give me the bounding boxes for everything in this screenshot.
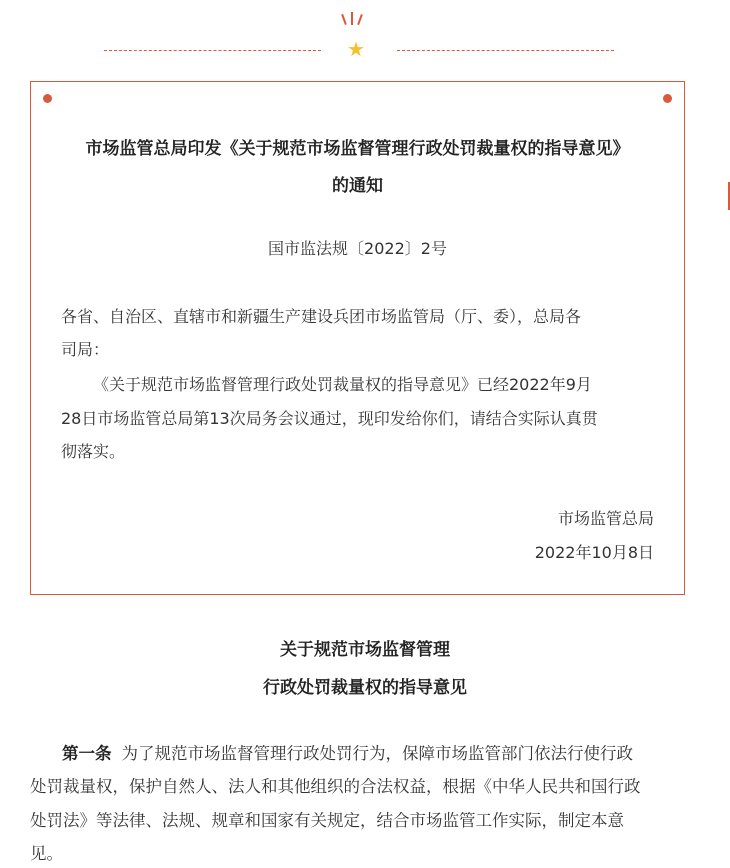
header-ornament (0, 8, 730, 68)
article1-line1 (62, 740, 633, 764)
notice-title-line1: 市场监管总局印发《关于规范市场监督管理行政处罚裁量权的指导意见》 (85, 139, 630, 159)
notice-box (30, 81, 685, 595)
star-icon: ★ (347, 37, 365, 61)
article1-line2: 处罚裁量权，保护自然人、法人和其他组织的合法权益，根据《中华人民共和国行政 (30, 777, 641, 796)
notice-body-line3: 彻落实。 (61, 442, 126, 461)
corner-dot-left (43, 94, 52, 103)
issuer: 市场监管总局 (557, 509, 654, 528)
divider-left (104, 50, 321, 51)
recipients-line1: 各省、自治区、直辖市和新疆生产建设兵团市场监管局（厅、委），总局各 (61, 307, 582, 326)
article1-line4: 见。 (30, 844, 63, 863)
issue-date: 2022年10月8日 (534, 543, 654, 562)
notice-body-line2: 28日市场监管总局第13次局务会议通过，现印发给你们，请结合实际认真贯 (61, 409, 598, 428)
document-number: 国市监法规〔2022〕2号 (268, 239, 447, 258)
notice-body-line1: 《关于规范市场监督管理行政处罚裁量权的指导意见》已经2022年9月 (93, 375, 592, 394)
article1-line3: 处罚法》等法律、法规、规章和国家有关规定，结合市场监管工作实际，制定本意 (30, 811, 624, 830)
opinion-heading-line2: 行政处罚裁量权的指导意见 (263, 678, 467, 698)
article1-label: 第一条 (62, 744, 112, 763)
opinion-heading-line1: 关于规范市场监督管理 (280, 640, 450, 660)
divider-right (397, 50, 614, 51)
corner-dot-right (663, 94, 672, 103)
article1-text-start: 为了规范市场监督管理行政处罚行为，保障市场监管部门依法行使行政 (121, 744, 633, 763)
notice-title-line2: 的通知 (332, 176, 383, 196)
recipients-line2: 司局： (61, 340, 110, 359)
